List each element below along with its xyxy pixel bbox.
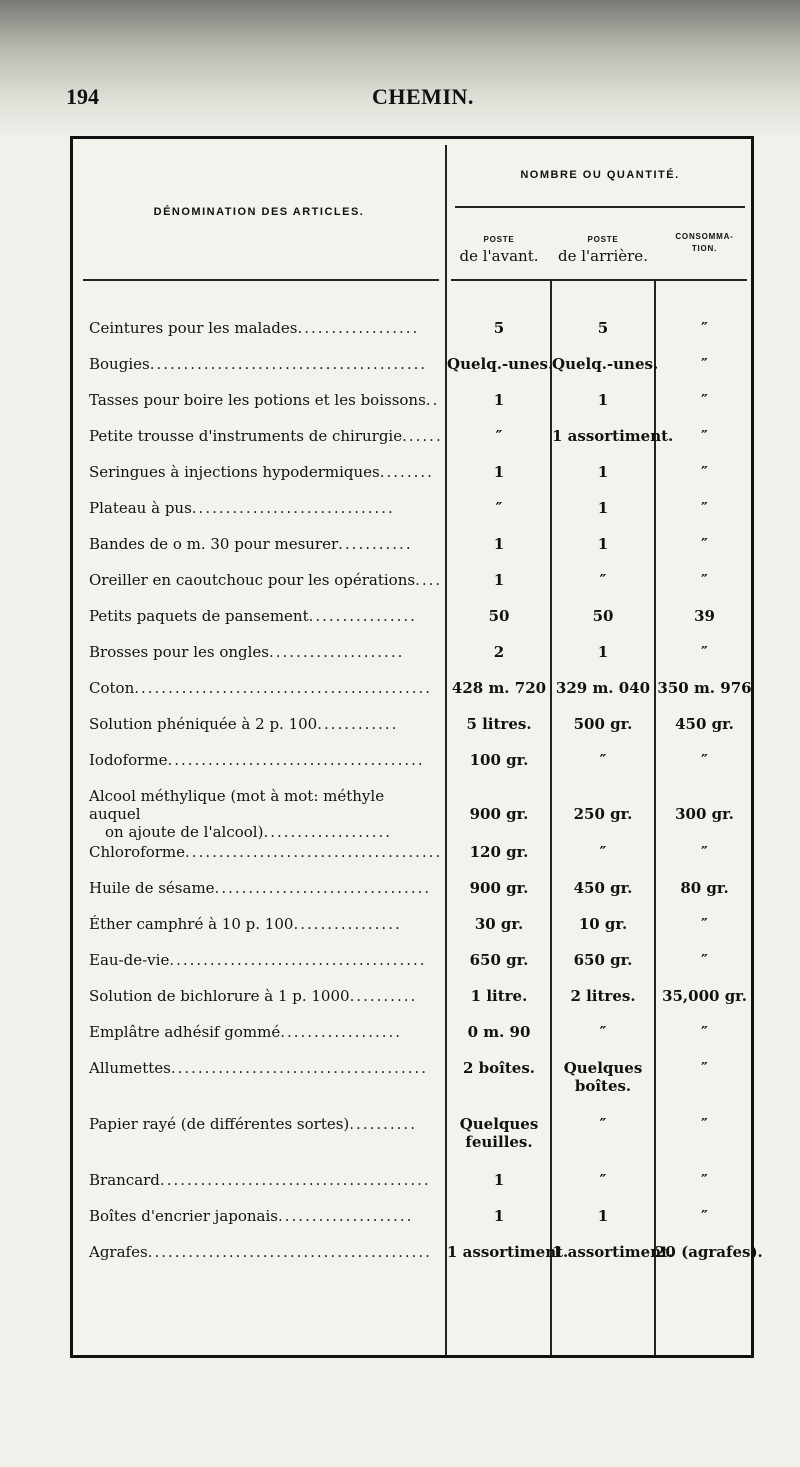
article-name: Petits paquets de pansement (89, 607, 309, 625)
value-poste-arriere (552, 679, 654, 697)
table-row (73, 1023, 753, 1059)
article-label (89, 463, 439, 481)
dot-leader: ............................................ (134, 679, 433, 697)
value-consommation-text: ″ (701, 1059, 708, 1077)
value-consommation (655, 391, 754, 409)
value-consommation (655, 751, 754, 769)
value-poste-arriere-text: 329 m. 040 (555, 679, 651, 697)
value-consommation (655, 607, 754, 625)
table-row (73, 319, 753, 355)
value-poste-avant-text: 30 gr. (474, 915, 524, 933)
value-consommation-text: 39 (694, 607, 715, 625)
value-poste-avant-text: 428 m. 720 (451, 679, 547, 697)
value-poste-arriere-text: 1 (597, 535, 609, 553)
value-consommation-text: ″ (701, 1023, 708, 1041)
article-label (89, 1207, 439, 1225)
value-consommation (655, 643, 754, 661)
table-row (73, 843, 753, 879)
value-poste-avant (447, 715, 551, 733)
value-consommation (655, 987, 754, 1005)
header-avant-top: POSTE (483, 235, 515, 244)
value-poste-avant (447, 607, 551, 625)
article-label (89, 643, 439, 661)
value-consommation-text: ″ (701, 1207, 708, 1225)
header-poste-avant (447, 231, 551, 265)
table-row (73, 535, 753, 571)
table-row (73, 1059, 753, 1115)
dot-leader: ...................................... (170, 1059, 429, 1077)
value-poste-arriere (552, 607, 654, 625)
value-poste-avant (447, 571, 551, 589)
value-poste-avant-text: 900 gr. (469, 879, 529, 897)
value-poste-avant (447, 805, 551, 823)
article-name: Papier rayé (de différentes sortes) (89, 1115, 350, 1133)
article-name: Brancard (89, 1171, 160, 1189)
dot-leader: ................ (308, 607, 417, 625)
value-poste-arriere (552, 715, 654, 733)
value-poste-arriere-text: ″ (599, 843, 607, 861)
value-poste-avant (447, 751, 551, 769)
value-poste-avant-text: 1 (493, 1207, 505, 1225)
value-consommation-text: 35,000 gr. (662, 987, 747, 1005)
table-row (73, 787, 753, 843)
value-poste-arriere-text: 250 gr. (573, 805, 633, 823)
value-poste-arriere (552, 805, 654, 823)
value-poste-arriere-text: 2 litres. (570, 987, 636, 1005)
dot-leader: ........... (338, 535, 413, 553)
value-consommation-text: ″ (701, 355, 708, 373)
article-label (89, 391, 439, 409)
value-consommation (655, 805, 754, 823)
value-poste-arriere-text: 650 gr. (573, 951, 633, 969)
article-name: Boîtes d'encrier japonais (89, 1207, 278, 1225)
value-poste-avant-text: 1 assortiment. (447, 1243, 569, 1261)
article-name: Ceintures pour les malades (89, 319, 298, 337)
value-poste-arriere-text: 500 gr. (573, 715, 633, 733)
value-poste-avant-text: 1 litre. (470, 987, 528, 1005)
value-poste-arriere-text: 5 (597, 319, 609, 337)
value-consommation-text: 80 gr. (680, 879, 729, 897)
value-consommation-text: ″ (701, 951, 708, 969)
value-poste-arriere-text: 1 (597, 499, 609, 517)
value-consommation (655, 915, 754, 933)
value-consommation-text: 300 gr. (675, 805, 734, 823)
value-consommation (655, 535, 754, 553)
value-poste-avant-text: 5 litres. (466, 715, 532, 733)
value-poste-arriere (552, 319, 654, 337)
dot-leader: ...... (402, 427, 443, 445)
value-poste-arriere-text: ″ (599, 1023, 607, 1041)
article-label (89, 843, 443, 861)
value-poste-avant (447, 643, 551, 661)
value-consommation (655, 679, 754, 697)
value-consommation-text: 20 (agrafes). (655, 1243, 763, 1261)
table-row (73, 499, 753, 535)
value-poste-avant (447, 355, 554, 373)
table-row (73, 391, 753, 427)
value-poste-arriere-text: 450 gr. (573, 879, 633, 897)
dot-leader: ...................................... (185, 843, 443, 861)
value-consommation-text: ″ (701, 1171, 708, 1189)
article-label (89, 535, 439, 553)
value-poste-arriere (552, 355, 659, 373)
article-name: Solution phéniquée à 2 p. 100 (89, 715, 318, 733)
article-label (89, 787, 439, 841)
value-poste-avant-text: 120 gr. (469, 843, 529, 861)
header-rule (83, 279, 439, 281)
value-poste-avant-text: 1 (493, 535, 505, 553)
dot-leader: .... (415, 571, 443, 589)
value-consommation (655, 427, 754, 445)
value-poste-avant-text: 1 (493, 571, 505, 589)
header-conso-line1: CONSOMMA- (675, 232, 734, 241)
value-consommation-text: ″ (701, 915, 708, 933)
article-name: Bandes de o m. 30 pour mesurer (89, 535, 339, 553)
article-label (89, 607, 439, 625)
table-row (73, 915, 753, 951)
table-row (73, 751, 753, 787)
table-row (73, 643, 753, 679)
article-name: Allumettes (89, 1059, 171, 1077)
value-consommation-text: ″ (701, 535, 708, 553)
value-poste-avant (447, 391, 551, 409)
value-poste-avant (447, 951, 551, 969)
value-poste-avant (447, 319, 551, 337)
article-name: Brosses pour les ongles (89, 643, 269, 661)
value-poste-avant-text: 100 gr. (469, 751, 529, 769)
header-avant-bottom: de l'avant. (459, 247, 539, 265)
value-consommation-text: ″ (701, 751, 708, 769)
value-consommation (655, 319, 754, 337)
article-label (89, 427, 443, 445)
value-poste-arriere-text: ″ (599, 1115, 607, 1133)
table-body (73, 319, 763, 1279)
value-poste-arriere-text: 50 (592, 607, 614, 625)
value-poste-avant (447, 1059, 551, 1077)
table-row (73, 1115, 753, 1171)
value-consommation (655, 951, 754, 969)
value-poste-arriere-text: 10 gr. (578, 915, 628, 933)
article-name: Huile de sésame (89, 879, 215, 897)
article-name: Tasses pour boire les potions et les boissons (89, 391, 426, 409)
value-poste-avant-text: 1 (493, 463, 505, 481)
value-poste-avant-text: 1 (493, 391, 505, 409)
value-poste-arriere (552, 1115, 654, 1133)
article-label (89, 1023, 439, 1041)
value-consommation (655, 571, 754, 589)
value-poste-avant-text: ″ (495, 427, 503, 445)
dot-leader: ...................................... (167, 751, 425, 769)
article-label (89, 319, 439, 337)
value-consommation-text: ″ (701, 463, 708, 481)
article-name-continued: on ajoute de l'alcool) (105, 823, 264, 841)
value-consommation-text: ″ (701, 643, 708, 661)
value-poste-arriere-text-continued: boîtes. (574, 1077, 632, 1095)
value-poste-arriere-text: Quelques (563, 1059, 643, 1077)
header-arriere-bottom: de l'arrière. (558, 247, 648, 265)
value-poste-arriere (552, 1207, 654, 1225)
table-row (73, 987, 753, 1023)
article-name: Alcool méthylique (mot à mot: méthyle auquel (89, 787, 385, 823)
header-arriere-top: POSTE (587, 235, 619, 244)
header-conso-line2: TION. (691, 244, 718, 253)
article-label (89, 1243, 439, 1261)
value-poste-avant-text: Quelq.-unes. (447, 355, 554, 373)
header-rule (451, 279, 747, 281)
header-poste-arriere (552, 231, 654, 265)
value-poste-avant (447, 535, 551, 553)
running-head (0, 84, 800, 116)
article-label (89, 1171, 439, 1189)
supply-table (70, 136, 763, 1358)
value-poste-avant (447, 1023, 551, 1041)
value-poste-arriere (552, 427, 674, 445)
value-consommation-text: ″ (701, 427, 708, 445)
article-label (89, 355, 439, 373)
article-name: Eau-de-vie (89, 951, 170, 969)
value-poste-arriere (552, 915, 654, 933)
value-poste-avant-text: 5 (493, 319, 505, 337)
value-poste-arriere (552, 643, 654, 661)
dot-leader: .................. (280, 1023, 403, 1041)
value-poste-arriere-text: 1 assortiment. (552, 1243, 674, 1261)
value-poste-arriere (552, 879, 654, 897)
value-poste-avant (447, 843, 551, 861)
page-number: 194 (66, 84, 99, 109)
value-poste-arriere (552, 843, 654, 861)
article-label (89, 751, 439, 769)
value-poste-arriere-text: 1 (597, 391, 609, 409)
article-label (89, 879, 439, 897)
value-poste-avant-text: 50 (488, 607, 510, 625)
value-poste-arriere (552, 1059, 654, 1095)
article-label (89, 1115, 439, 1133)
article-label (89, 987, 439, 1005)
article-label (89, 951, 439, 969)
running-title: CHEMIN. (372, 84, 474, 109)
article-name: Coton (89, 679, 135, 697)
table-row (73, 463, 753, 499)
value-consommation (655, 355, 754, 373)
table-row (73, 715, 753, 751)
value-poste-arriere-text: Quelq.-unes. (552, 355, 659, 373)
value-poste-avant-text: 650 gr. (469, 951, 529, 969)
article-name: Iodoforme (89, 751, 168, 769)
value-consommation (655, 463, 754, 481)
article-name: Agrafes (89, 1243, 148, 1261)
dot-leader: .......... (349, 987, 418, 1005)
value-poste-arriere-text: 1 (597, 463, 609, 481)
table-row (73, 879, 753, 915)
value-poste-arriere (552, 499, 654, 517)
article-name: Emplâtre adhésif gommé (89, 1023, 281, 1041)
table-row (73, 1243, 763, 1279)
value-poste-avant-text: 2 boîtes. (463, 1059, 535, 1077)
value-poste-arriere-text: 1 (597, 643, 609, 661)
value-poste-avant-text: ″ (495, 499, 503, 517)
article-name: Plateau à pus (89, 499, 192, 517)
value-poste-avant (447, 879, 551, 897)
value-poste-arriere (552, 751, 654, 769)
value-poste-arriere-text: 1 (597, 1207, 609, 1225)
table-row (73, 1207, 753, 1243)
value-poste-avant (447, 1171, 551, 1189)
value-poste-arriere (552, 1023, 654, 1041)
value-poste-arriere (552, 951, 654, 969)
value-poste-arriere (552, 1171, 654, 1189)
value-poste-avant (447, 1115, 551, 1151)
value-poste-avant-text: 2 (493, 643, 505, 661)
value-consommation-text: ″ (701, 571, 708, 589)
value-poste-avant (447, 463, 551, 481)
article-name: Seringues à injections hypodermiques (89, 463, 380, 481)
dot-leader: ............ (317, 715, 399, 733)
dot-leader: ........................................ (159, 1171, 431, 1189)
article-label (89, 499, 439, 517)
value-consommation-text: ″ (701, 499, 708, 517)
value-poste-avant-text: 900 gr. (469, 805, 529, 823)
value-consommation (655, 1115, 754, 1133)
value-consommation (655, 879, 754, 897)
dot-leader: ......................................... (149, 355, 428, 373)
value-poste-avant-text: 0 m. 90 (467, 1023, 531, 1041)
value-poste-avant (447, 427, 551, 445)
header-consommation (655, 231, 754, 255)
value-consommation-text: ″ (701, 319, 708, 337)
table-row (73, 607, 753, 643)
value-consommation-text: ″ (701, 843, 708, 861)
table-row (73, 427, 753, 463)
value-consommation-text: 350 m. 976 (657, 679, 752, 697)
value-poste-avant-text-continued: feuilles. (465, 1133, 533, 1151)
header-group-quantity: NOMBRE OU QUANTITÉ. (520, 169, 680, 181)
value-poste-arriere-text: ″ (599, 1171, 607, 1189)
value-consommation (655, 1023, 754, 1041)
article-label (89, 1059, 439, 1077)
dot-leader: .................. (297, 319, 420, 337)
value-poste-arriere (552, 987, 654, 1005)
article-label (89, 571, 443, 589)
dot-leader: .............................. (191, 499, 395, 517)
scan-shadow (0, 0, 800, 140)
value-consommation-text: ″ (701, 391, 708, 409)
value-consommation (655, 1243, 763, 1261)
table-row (73, 571, 753, 607)
article-label (89, 679, 439, 697)
dot-leader: ...................................... (169, 951, 427, 969)
value-poste-avant (447, 1207, 551, 1225)
table-row (73, 951, 753, 987)
table-row (73, 679, 753, 715)
value-poste-arriere (552, 1243, 674, 1261)
article-name: Éther camphré à 10 p. 100 (89, 915, 294, 933)
article-name: Chloroforme (89, 843, 186, 861)
article-name: Oreiller en caoutchouc pour les opérations (89, 571, 416, 589)
dot-leader: .................... (269, 643, 405, 661)
table-row (73, 355, 753, 391)
value-poste-avant (447, 1243, 569, 1261)
value-poste-avant-text: 1 (493, 1171, 505, 1189)
value-consommation (655, 1207, 754, 1225)
article-name: Solution de bichlorure à 1 p. 1000 (89, 987, 350, 1005)
value-consommation (655, 715, 754, 733)
dot-leader: ........ (379, 463, 434, 481)
dot-leader: .......................................... (147, 1243, 432, 1261)
value-consommation (655, 1059, 754, 1077)
value-poste-arriere (552, 535, 654, 553)
dot-leader: ................... (263, 823, 393, 841)
dot-leader: ................................ (214, 879, 432, 897)
article-label (89, 915, 439, 933)
value-poste-avant (447, 679, 551, 697)
dot-leader: .......... (349, 1115, 417, 1133)
value-consommation-text: 450 gr. (675, 715, 734, 733)
article-name: Petite trousse d'instruments de chirurgie (89, 427, 403, 445)
value-poste-avant-text: Quelques (459, 1115, 539, 1133)
value-poste-avant (447, 915, 551, 933)
value-consommation-text: ″ (701, 1115, 708, 1133)
dot-leader: .................... (278, 1207, 414, 1225)
group-header-rule (455, 206, 745, 208)
table-row (73, 1171, 753, 1207)
value-consommation (655, 1171, 754, 1189)
value-poste-arriere-text: ″ (599, 751, 607, 769)
value-poste-arriere (552, 463, 654, 481)
dot-leader: ................ (293, 915, 402, 933)
article-name: Bougies (89, 355, 150, 373)
header-denomination: DÉNOMINATION DES ARTICLES. (153, 206, 365, 218)
value-poste-avant (447, 987, 551, 1005)
value-consommation (655, 499, 754, 517)
value-poste-arriere (552, 571, 654, 589)
article-label (89, 715, 439, 733)
value-poste-avant (447, 499, 551, 517)
value-poste-arriere-text: 1 assortiment. (552, 427, 674, 445)
value-poste-arriere (552, 391, 654, 409)
dot-leader: .. (425, 391, 440, 409)
value-poste-arriere-text: ″ (599, 571, 607, 589)
value-consommation (655, 843, 754, 861)
